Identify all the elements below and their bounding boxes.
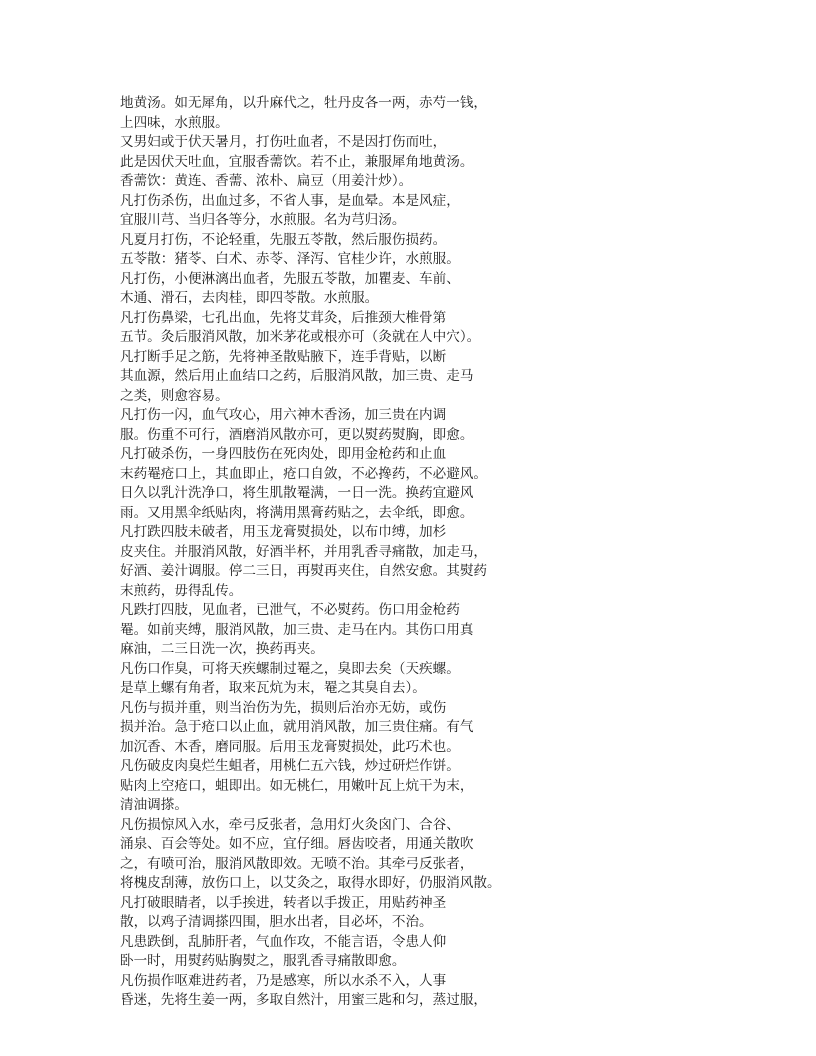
text-line: 宜服川芎、当归各等分，水煎服。名为芎归汤。: [120, 212, 406, 228]
text-line: 昏迷，先将生姜一两，多取自然汁，用蜜三匙和匀，蒸过服，: [120, 992, 488, 1008]
text-line: 皮夹住。并服消风散，好酒半杯，并用乳香寻痛散，加走马，: [120, 543, 488, 560]
text-line: 凡打伤，小便淋漓出血者，先服五苓散，加瞿麦、车前、: [120, 270, 460, 287]
text-line: 贴肉上空疮口，蛆即出。如无桃仁，用嫩叶瓦上炕干为末，: [120, 777, 474, 794]
text-line: 凡打破杀伤，一身四肢伤在死肉处，即用金枪药和止血: [120, 446, 447, 462]
document-page: [120, 94, 740, 1011]
text-line: 凡伤损作呕难进药者，乃是感寒，所以水杀不入，人事: [120, 972, 447, 989]
text-line: 凡打跌四肢未破者，用玉龙膏熨损处，以布巾缚，加杉: [120, 524, 447, 540]
text-line: 散，以鸡子清调搽四围，胆水出者，目必坏，不治。: [120, 914, 433, 930]
text-line: 麻油，二三日洗一次，换药再夹。: [120, 641, 324, 657]
text-line: 凡打伤一闪，血气攻心，用六神木香汤，加三贵在内调: [120, 407, 447, 423]
text-line: 上四味，水煎服。: [120, 114, 229, 131]
text-line: 凡跌打四肢，见血者，已泄气，不必熨药。伤口用金枪药: [120, 602, 460, 618]
text-line: 其血源，然后用止血结口之药，后服消风散，加三贵、走马: [120, 368, 474, 384]
text-line: 五苓散：猪苓、白术、赤苓、泽泻、官桂少许，水煎服。: [120, 251, 460, 267]
text-line: 此是因伏天吐血，宜服香薷饮。若不止，兼服犀角地黄汤。: [120, 153, 474, 170]
text-line: 末药罨疮口上，其血即止，疮口自敛，不必搀药，不必避风。: [120, 465, 488, 482]
text-line: 五节。灸后服消风散，加米茅花或根亦可（灸就在人中穴）。: [120, 329, 481, 345]
text-line: 末煎药，毋得乱传。: [120, 582, 243, 599]
text-line: 又男妇或于伏天暑月，打伤吐血者，不是因打伤而吐，: [120, 134, 447, 150]
text-line: 凡打破眼睛者，以手挨进，转者以手拨正，用贴药神圣: [120, 894, 447, 911]
text-line: 凡伤与损并重，则当治伤为先，损则后治亦无妨，或伤: [120, 699, 447, 716]
text-line: 凡伤损惊风入水，牵弓反张者，急用灯火灸囟门、合谷、: [120, 816, 460, 833]
text-line: 凡患跌倒，乱肺肝者，气血作攻，不能言语，令患人仰: [120, 933, 447, 950]
text-line: 将槐皮刮薄，放伤口上，以艾灸之，取得水即好，仍服消风散。: [120, 875, 501, 891]
text-line: 雨。又用黑伞纸贴肉，将满用黑膏药贴之，去伞纸，即愈。: [120, 504, 474, 521]
text-line: 是草上螺有角者，取来瓦炕为末，罨之其臭自去）。: [120, 680, 426, 696]
text-line: 清油调搽。: [120, 797, 188, 813]
text-line: 卧一时，用熨药贴胸熨之，服乳香寻痛散即愈。: [120, 953, 406, 969]
text-line: 涌泉、百会等处。如不应，宜仔细。唇齿咬者，用通关散吹: [120, 836, 474, 852]
text-line: 凡打伤鼻梁，七孔出血，先将艾茸灸，后推颈大椎骨第: [120, 309, 447, 326]
text-line: 凡伤破皮肉臭烂生蛆者，用桃仁五六钱，炒过研烂作饼。: [120, 758, 460, 774]
text-line: 好酒、姜汁调服。停二三日，再熨再夹住，自然安愈。其熨药: [120, 563, 488, 579]
text-line: 日久以乳汁洗净口，将生肌散罨满，一日一洗。换药宜避风: [120, 485, 474, 501]
text-line: 罨。如前夹缚，服消风散，加三贵、走马在内。其伤口用真: [120, 621, 474, 638]
text-line: 木通、滑石，去肉桂，即四苓散。水煎服。: [120, 290, 379, 306]
text-line: 凡打伤杀伤，出血过多，不省人事，是血晕。本是风症，: [120, 192, 460, 209]
text-line: 凡打断手足之筋，先将神圣散贴腋下，连手背贴，以断: [120, 348, 447, 365]
text-line: 之，有喷可治，服消风散即效。无喷不治。其牵弓反张者，: [120, 855, 474, 872]
text-line: 香薷饮：黄连、香薷、浓朴、扁豆（用姜汁炒）。: [120, 173, 413, 189]
text-line: 之类，则愈容易。: [120, 387, 229, 404]
text-line: 加沉香、木香，磨同服。后用玉龙膏熨损处，此巧术也。: [120, 738, 460, 755]
text-line: 损并治。急于疮口以止血，就用消风散，加三贵住痛。有气: [120, 719, 474, 735]
text-line: 服。伤重不可行，酒磨消风散亦可，更以熨药熨胸，即愈。: [120, 426, 474, 443]
text-line: 凡伤口作臭，可将天疾螺制过罨之，臭即去矣（天疾螺。: [120, 660, 460, 677]
text-line: 凡夏月打伤，不论轻重，先服五苓散，然后服伤损药。: [120, 231, 447, 248]
text-line: 地黄汤。如无犀角，以升麻代之，牡丹皮各一两，赤芍一钱，: [120, 95, 488, 111]
